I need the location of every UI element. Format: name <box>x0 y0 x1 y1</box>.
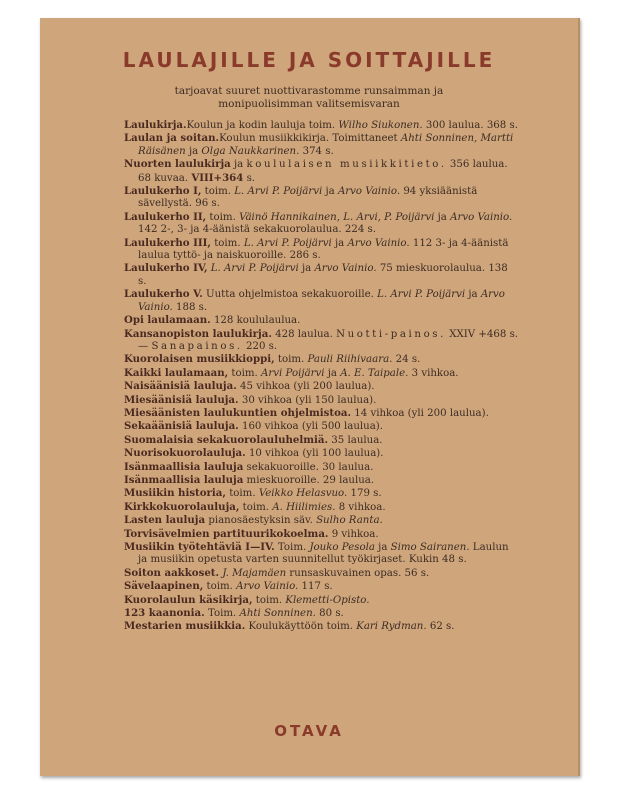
item-author: Ahti Sonninen. <box>239 608 316 620</box>
item-author: A. Hiilimies. <box>272 501 336 513</box>
item-author: Veikko Helasvuo. <box>258 488 348 500</box>
list-item: Laulukerho I, toim. L. Arvi P. Poijärvi ja Arvo Vainio. 94 yksiäänistä sävellystä. 96 s. <box>124 185 478 210</box>
item-title: Naisäänisiä lauluja. <box>124 380 237 393</box>
item-title: Musiikin työtehtäviä I—IV. <box>124 541 275 553</box>
list-item: Isänmaallisia lauluja sekakuoroille. 30 laulua. <box>124 460 374 473</box>
catalog-page <box>40 18 580 776</box>
item-title: Suomalaisia sekakuorolauluhelmiä. <box>124 433 329 446</box>
list-item: Mestarien musiikkia. Koulukäyttöön toim. Kari Rydman. 62 s. <box>124 620 455 633</box>
list-item: 123 kaanonia. Toim. Ahti Sonninen. 80 s. <box>124 607 344 620</box>
item-title: Laulukirja. <box>124 119 187 131</box>
item-title: Soiton aakkoset. <box>124 566 220 579</box>
list-item: Soiton aakkoset. J. Majamäen runsaskuvainen opas. 56 s. <box>124 566 430 579</box>
item-title: Kuorolaulun käsikirja, <box>124 593 253 606</box>
item-author: Arvo Vainio. <box>337 186 401 198</box>
item-author: L. Arvi P. Poijärvi <box>243 237 332 249</box>
item-title: Isänmaallisia lauluja <box>124 473 244 486</box>
item-author: Arvo Vainio. <box>450 211 513 223</box>
item-author: L. Arvi P. Poijärvi <box>234 186 323 198</box>
item-author: A. E. Taipale. <box>340 367 409 379</box>
item-author: Arvo Vainio. <box>138 289 505 313</box>
item-title: Laulukerho IV, <box>124 262 208 275</box>
list-item: Musiikin työtehtäviä I—IV. Toim. Jouko Pesola ja Simo Sairanen. Laulun ja musiikin opetusta varten suunnitellut työkirjaset. Kukin 48 s. <box>124 541 509 566</box>
book-list <box>124 119 519 634</box>
subtitle-line: tarjoavat suuret nuottivarastomme runsaimman ja <box>174 85 444 97</box>
item-title: Laulukerho III, <box>124 236 211 249</box>
list-item: Nuorten laulukirja ja koululaisen musiikkitieto. 356 laulua. 68 kuvaa. VIII+364 s. <box>124 158 508 184</box>
item-author: Jouko Pesola <box>309 542 375 553</box>
item-spaced-text: Sanapainos. <box>151 340 243 352</box>
item-title: Sekaäänisiä lauluja. <box>124 420 239 433</box>
list-item: Nuorisokuorolauluja. 10 vihkoa (yli 100 laulua). <box>124 447 384 460</box>
list-item: Kaikki laulamaan, toim. Arvi Poijärvi ja A. E. Taipale. 3 vihkoa. <box>124 366 459 379</box>
list-item: Lasten lauluja pianosäestyksin säv. Sulho Ranta. <box>124 514 383 527</box>
item-author: Olga Naukkarinen. <box>201 145 300 157</box>
item-title: Nuorisokuorolauluja. <box>124 447 246 460</box>
item-author: Sulho Ranta. <box>316 515 383 527</box>
list-item: Kuorolaulun käsikirja, toim. Klemetti-Opisto. <box>124 593 370 606</box>
item-title: Isänmaallisia lauluja <box>124 460 244 473</box>
list-item: Laulukerho III, toim. L. Arvi P. Poijärvi ja Arvo Vainio. 112 3- ja 4-äänistä laulua tyttö- ja naiskuoroille. 286 s. <box>124 236 509 262</box>
item-author: L. Arvi P. Poijärvi <box>377 289 466 301</box>
item-title: Lasten lauluja <box>124 514 206 527</box>
page-subtitle <box>40 85 578 111</box>
list-item: Isänmaallisia lauluja mieskuoroille. 29 laulua. <box>124 473 375 486</box>
item-author: Väinö Hannikainen, L. Arvi, P. Poijärvi <box>239 211 435 223</box>
item-title: 123 kaanonia. <box>124 607 205 620</box>
list-item: Suomalaisia sekakuorolauluhelmiä. 35 laulua. <box>124 433 383 446</box>
list-item: Miesäänisiä lauluja. 30 vihkoa (yli 150 laulua). <box>124 393 377 406</box>
item-author: Kari Rydman. <box>356 621 427 633</box>
list-item: Laulukerho IV, L. Arvi P. Poijärvi ja Arvo Vainio. 75 mieskuorolaulua. 138 s. <box>124 262 508 287</box>
list-item: Miesäänisten laulukuntien ohjelmistoa. 14 vihkoa (yli 200 laulua). <box>124 406 489 419</box>
list-item: Opi laulamaan. 128 koululaulua. <box>124 314 301 327</box>
item-author: Simo Sairanen. <box>390 542 470 553</box>
item-title: Kirkkokuorolauluja, <box>124 500 240 513</box>
item-title: Miesäänisiä lauluja. <box>124 393 239 406</box>
item-title: Opi laulamaan. <box>124 314 211 327</box>
publisher-name: OTAVA <box>274 722 344 740</box>
item-author: Klemetti-Opisto. <box>285 594 370 606</box>
list-item: Laulukerho II, toim. Väinö Hannikainen, L. Arvi, P. Poijärvi ja Arvo Vainio. 142 2-, 3- ja 4-äänistä sekakuorolaulua. 224 s. <box>124 210 513 236</box>
item-author: Arvo Vainio. <box>314 263 377 275</box>
item-author: Ahti Sonninen, Martti Räisänen <box>138 133 514 157</box>
item-author: Wilho Siukonen. <box>338 120 423 131</box>
list-item: Laulukirja.Koulun ja kodin lauluja toim. Wilho Siukonen. 300 laulua. 368 s. <box>124 119 518 131</box>
item-spaced-text: koululaisen musiikkitieto. <box>246 159 447 171</box>
item-spaced-text: Nuotti-painos. <box>336 328 446 340</box>
item-title: Nuorten laulukirja <box>124 158 231 171</box>
list-item: Kansanopiston laulukirja. 428 laulua. Nuotti-painos. XXIV +468 s. — Sanapainos. 220 s. <box>124 327 519 352</box>
item-author: Pauli Riihivaara. <box>307 354 393 366</box>
page-title: LAULAJILLE JA SOITTAJILLE <box>122 48 496 72</box>
item-title: Laulukerho II, <box>124 210 207 223</box>
item-title: Torvisävelmien partituurikokoelma. <box>124 527 329 540</box>
item-title: Kaikki laulamaan, <box>124 366 229 379</box>
list-item: Laulan ja soitan.Koulun musiikkikirja. Toimittaneet Ahti Sonninen, Martti Räisänen ja Olga Naukkarinen. 374 s. <box>124 132 514 157</box>
item-bold-text: VIII+364 <box>191 171 244 184</box>
list-item: Musiikin historia, toim. Veikko Helasvuo. 179 s. <box>124 487 382 500</box>
item-author: J. Majamäen <box>222 567 287 579</box>
item-author: Arvo Vainio. <box>236 581 299 593</box>
item-title: Miesäänisten laulukuntien ohjelmistoa. <box>124 406 352 419</box>
list-item: Laulukerho V. Uutta ohjelmistoa sekakuoroille. L. Arvi P. Poijärvi ja Arvo Vainio. 188 s. <box>124 288 505 313</box>
item-title: Kansanopiston laulukirja. <box>124 327 272 340</box>
item-author: L. Arvi P. Poijärvi <box>210 263 299 275</box>
list-item: Sekaäänisiä lauluja. 160 vihkoa (yli 500 laulua). <box>124 420 384 433</box>
item-author: Arvo Vainio. <box>347 237 410 249</box>
list-item: Torvisävelmien partituurikokoelma. 9 vihkoa. <box>124 527 379 540</box>
item-title: Laulukerho V. <box>124 288 203 301</box>
item-title: Musiikin historia, <box>124 487 226 500</box>
subtitle-line: monipuolisimman valitsemisvaran <box>218 98 400 110</box>
item-title: Kuorolaisen musiikkioppi, <box>124 353 275 366</box>
item-title: Laulukerho I, <box>124 185 202 198</box>
item-title: Laulan ja soitan. <box>124 132 220 145</box>
item-title: Sävelaapinen, <box>124 580 204 593</box>
list-item: Naisäänisiä lauluja. 45 vihkoa (yli 200 laulua). <box>124 380 375 393</box>
list-item: Kuorolaisen musiikkioppi, toim. Pauli Riihivaara. 24 s. <box>124 353 421 366</box>
item-title: Mestarien musiikkia. <box>124 620 246 633</box>
item-author: Arvi Poijärvi <box>261 367 325 379</box>
list-item: Kirkkokuorolauluja, toim. A. Hiilimies. 8 vihkoa. <box>124 500 386 513</box>
list-item: Sävelaapinen, toim. Arvo Vainio. 117 s. <box>124 580 333 593</box>
